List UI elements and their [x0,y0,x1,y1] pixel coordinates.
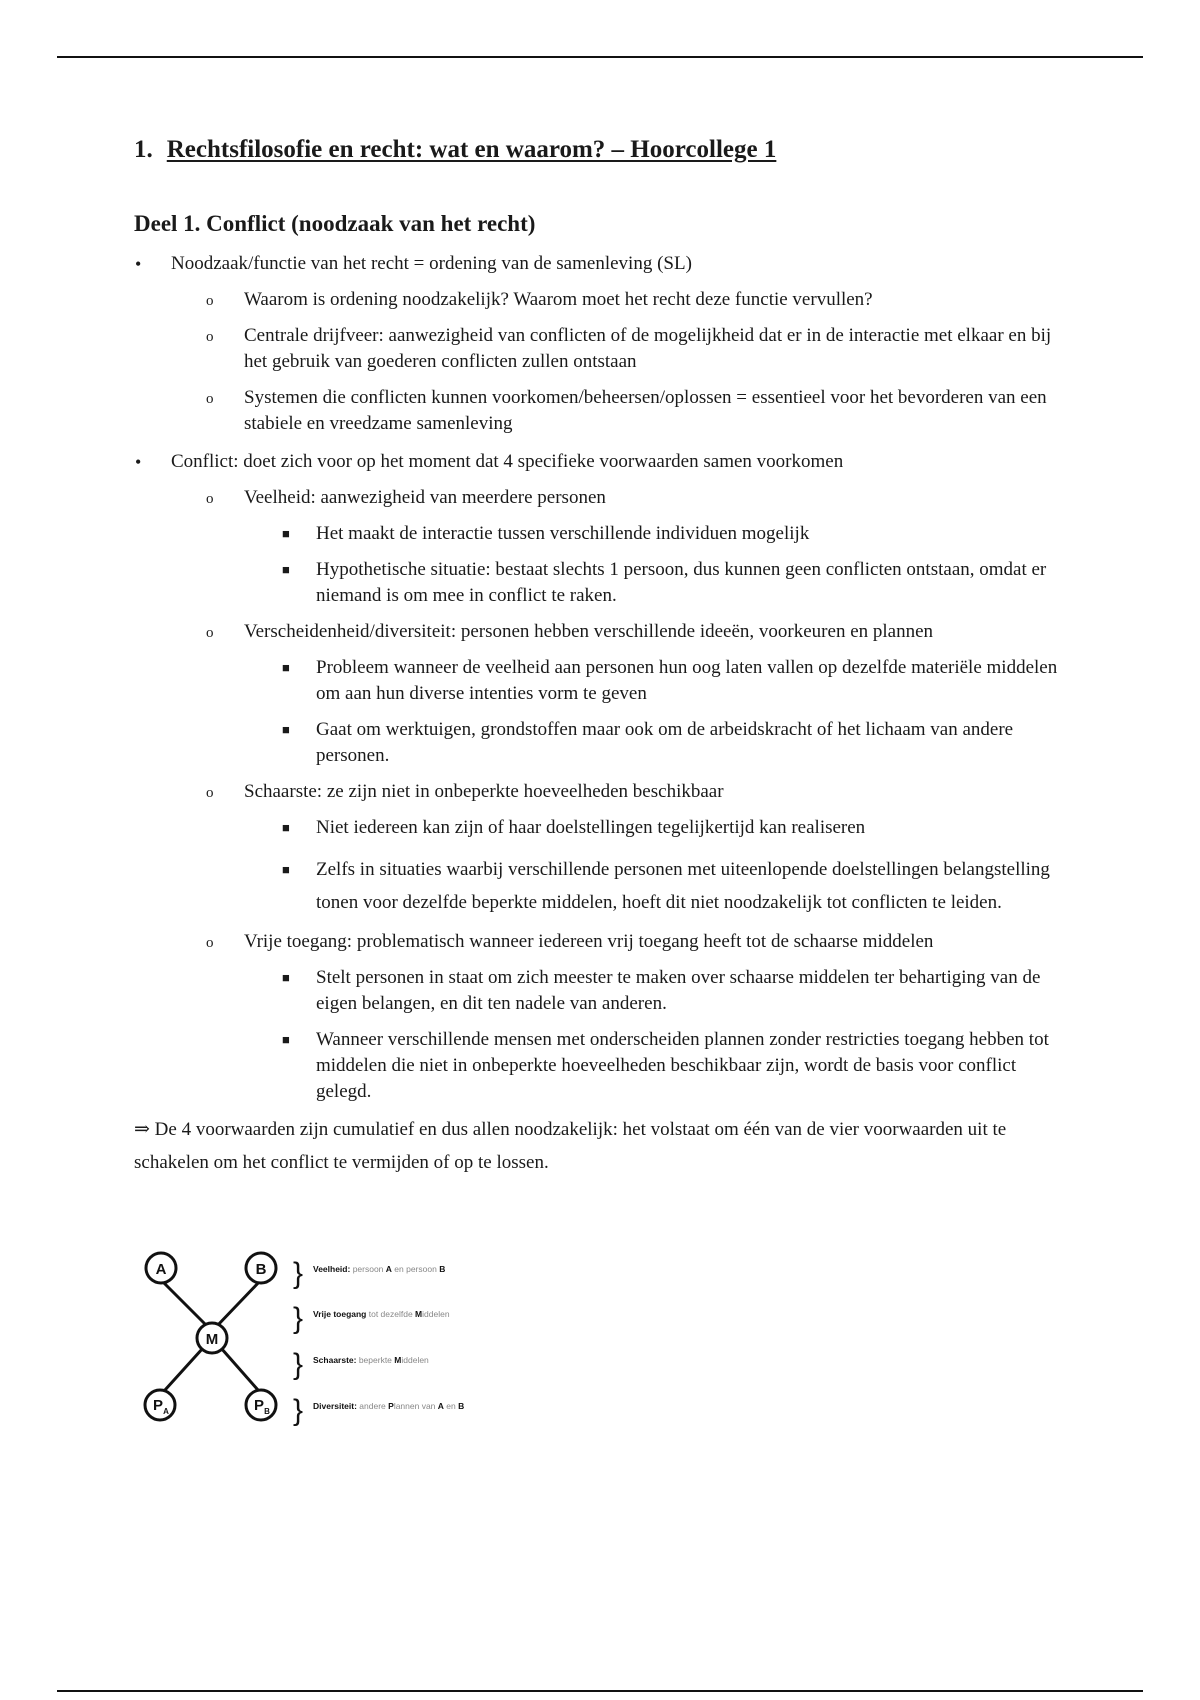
list-item: o Veelheid: aanwezigheid van meerdere personen [244,485,1074,511]
list-item: ■ Zelfs in situaties waarbij verschillende personen met uiteenlopende doelstellingen belangstelling tonen voor dezelfde beperkte middelen, hoeft dit niet noodzakelijk tot conflicten te leiden. [316,853,1076,919]
section-heading: Deel 1. Conflict (noodzaak van het recht) [134,211,536,236]
list-item: o Waarom is ordening noodzakelijk? Waarom moet het recht deze functie vervullen? [244,287,1074,313]
circle-bullet-icon: o [206,391,214,407]
square-bullet-icon: ■ [282,1032,290,1047]
edge-a-m [161,1280,208,1327]
node-a-label: A [155,1261,167,1278]
list-item: ■ Stelt personen in staat om zich meester te maken over schaarse middelen ter behartiging van de eigen belangen, en dit ten nadele van anderen. [282,967,1041,1014]
conclusion-text: ⇒ De 4 voorwaarden zijn cumulatief en dus allen noodzakelijk: het volstaat om één van de vier voorwaarden uit te schakelen om het conflict te vermijden of op te lossen. [134,1119,1007,1173]
square-bullet-icon: ■ [282,562,290,577]
list-item: o Vrije toegang: problematisch wanneer iedereen vrij toegang heeft tot de schaarse middelen [244,929,1074,955]
circle-bullet-icon: o [206,785,214,801]
legend-diversiteit: Diversiteit: andere Plannen van A en B [313,1401,465,1411]
list-item: • Noodzaak/functie van het recht = ordening van de samenleving (SL) [171,251,1071,277]
circle-bullet-icon: o [206,491,214,507]
list-item: o Centrale drijfveer: aanwezigheid van conflicten of de mogelijkheid dat er in de interactie met elkaar en bij het gebruik van goederen conflicten zullen ontstaan [206,325,1052,372]
square-bullet-icon: ■ [282,660,290,675]
node-pb-subscript: B [264,1407,270,1416]
square-bullet-icon: ■ [282,820,290,835]
edge-b-m [216,1280,261,1327]
square-bullet-icon: ■ [282,526,290,541]
list-item: ■ Het maakt de interactie tussen verschillende individuen mogelijk [316,521,1076,547]
square-bullet-icon: ■ [282,722,290,737]
circle-bullet-icon: o [206,293,214,309]
legend-vrije-toegang: Vrije toegang tot dezelfde Middelen [313,1309,450,1319]
node-m-label: M [205,1331,219,1348]
list-item: o Schaarste: ze zijn niet in onbeperkte hoeveelheden beschikbaar [244,779,1074,805]
list-item: ■ Gaat om werktuigen, grondstoffen maar ook om de arbeidskracht of het lichaam van andere personen. [282,719,1014,766]
page-title [134,136,776,164]
edge-m-pa [165,1348,203,1390]
brace-icon: } [293,1302,304,1335]
list-item: o Systemen die conflicten kunnen voorkomen/beheersen/oplossen = essentieel voor het bevorderen van een stabiele en vreedzame samenleving [206,387,1047,434]
node-pb-label: P [253,1397,265,1414]
brace-icon: } [293,1394,304,1427]
bullet-icon: • [135,254,142,274]
brace-icon: } [293,1257,304,1290]
conflict-diagram [133,1250,513,1430]
footer-rule [57,1690,1143,1692]
list-item: ■ Niet iedereen kan zijn of haar doelstellingen tegelijkertijd kan realiseren [316,815,1076,841]
bullet-list [0,251,1200,1179]
edge-m-pb [221,1348,258,1390]
node-pa-label: P [152,1397,164,1414]
list-item: ■ Wanneer verschillende mensen met onderscheiden plannen zonder restricties toegang hebben tot middelen die niet in onbeperkte hoeveelheden beschikbaar zijn, wordt de basis voor conflict gelegd. [282,1029,1049,1102]
header-rule [57,56,1143,58]
legend-veelheid: Veelheid: persoon A en persoon B [313,1264,446,1274]
circle-bullet-icon: o [206,935,214,951]
circle-bullet-icon: o [206,329,214,345]
list-item: ■ Probleem wanneer de veelheid aan personen hun oog laten vallen op dezelfde materiële middelen om aan hun diverse intenties vorm te geven [282,657,1058,704]
square-bullet-icon: ■ [282,970,290,985]
square-bullet-icon: ■ [282,862,290,877]
title-number: 1. [134,136,153,163]
legend-schaarste: Schaarste: beperkte Middelen [313,1355,429,1365]
circle-bullet-icon: o [206,625,214,641]
list-item: ■ Hypothetische situatie: bestaat slechts 1 persoon, dus kunnen geen conflicten ontstaan, omdat er niemand is om mee in conflict te raken. [282,559,1047,606]
list-item: o Verscheidenheid/diversiteit: personen hebben verschillende ideeën, voorkeuren en plannen [244,619,1074,645]
list-item: • Conflict: doet zich voor op het moment dat 4 specifieke voorwaarden samen voorkomen [171,449,1071,475]
bullet-icon: • [135,452,142,472]
node-b-label: B [255,1261,267,1278]
node-pa-subscript: A [163,1407,169,1416]
title-text: Rechtsfilosofie en recht: wat en waarom? – Hoorcollege 1 [166,136,777,163]
brace-icon: } [293,1348,304,1381]
